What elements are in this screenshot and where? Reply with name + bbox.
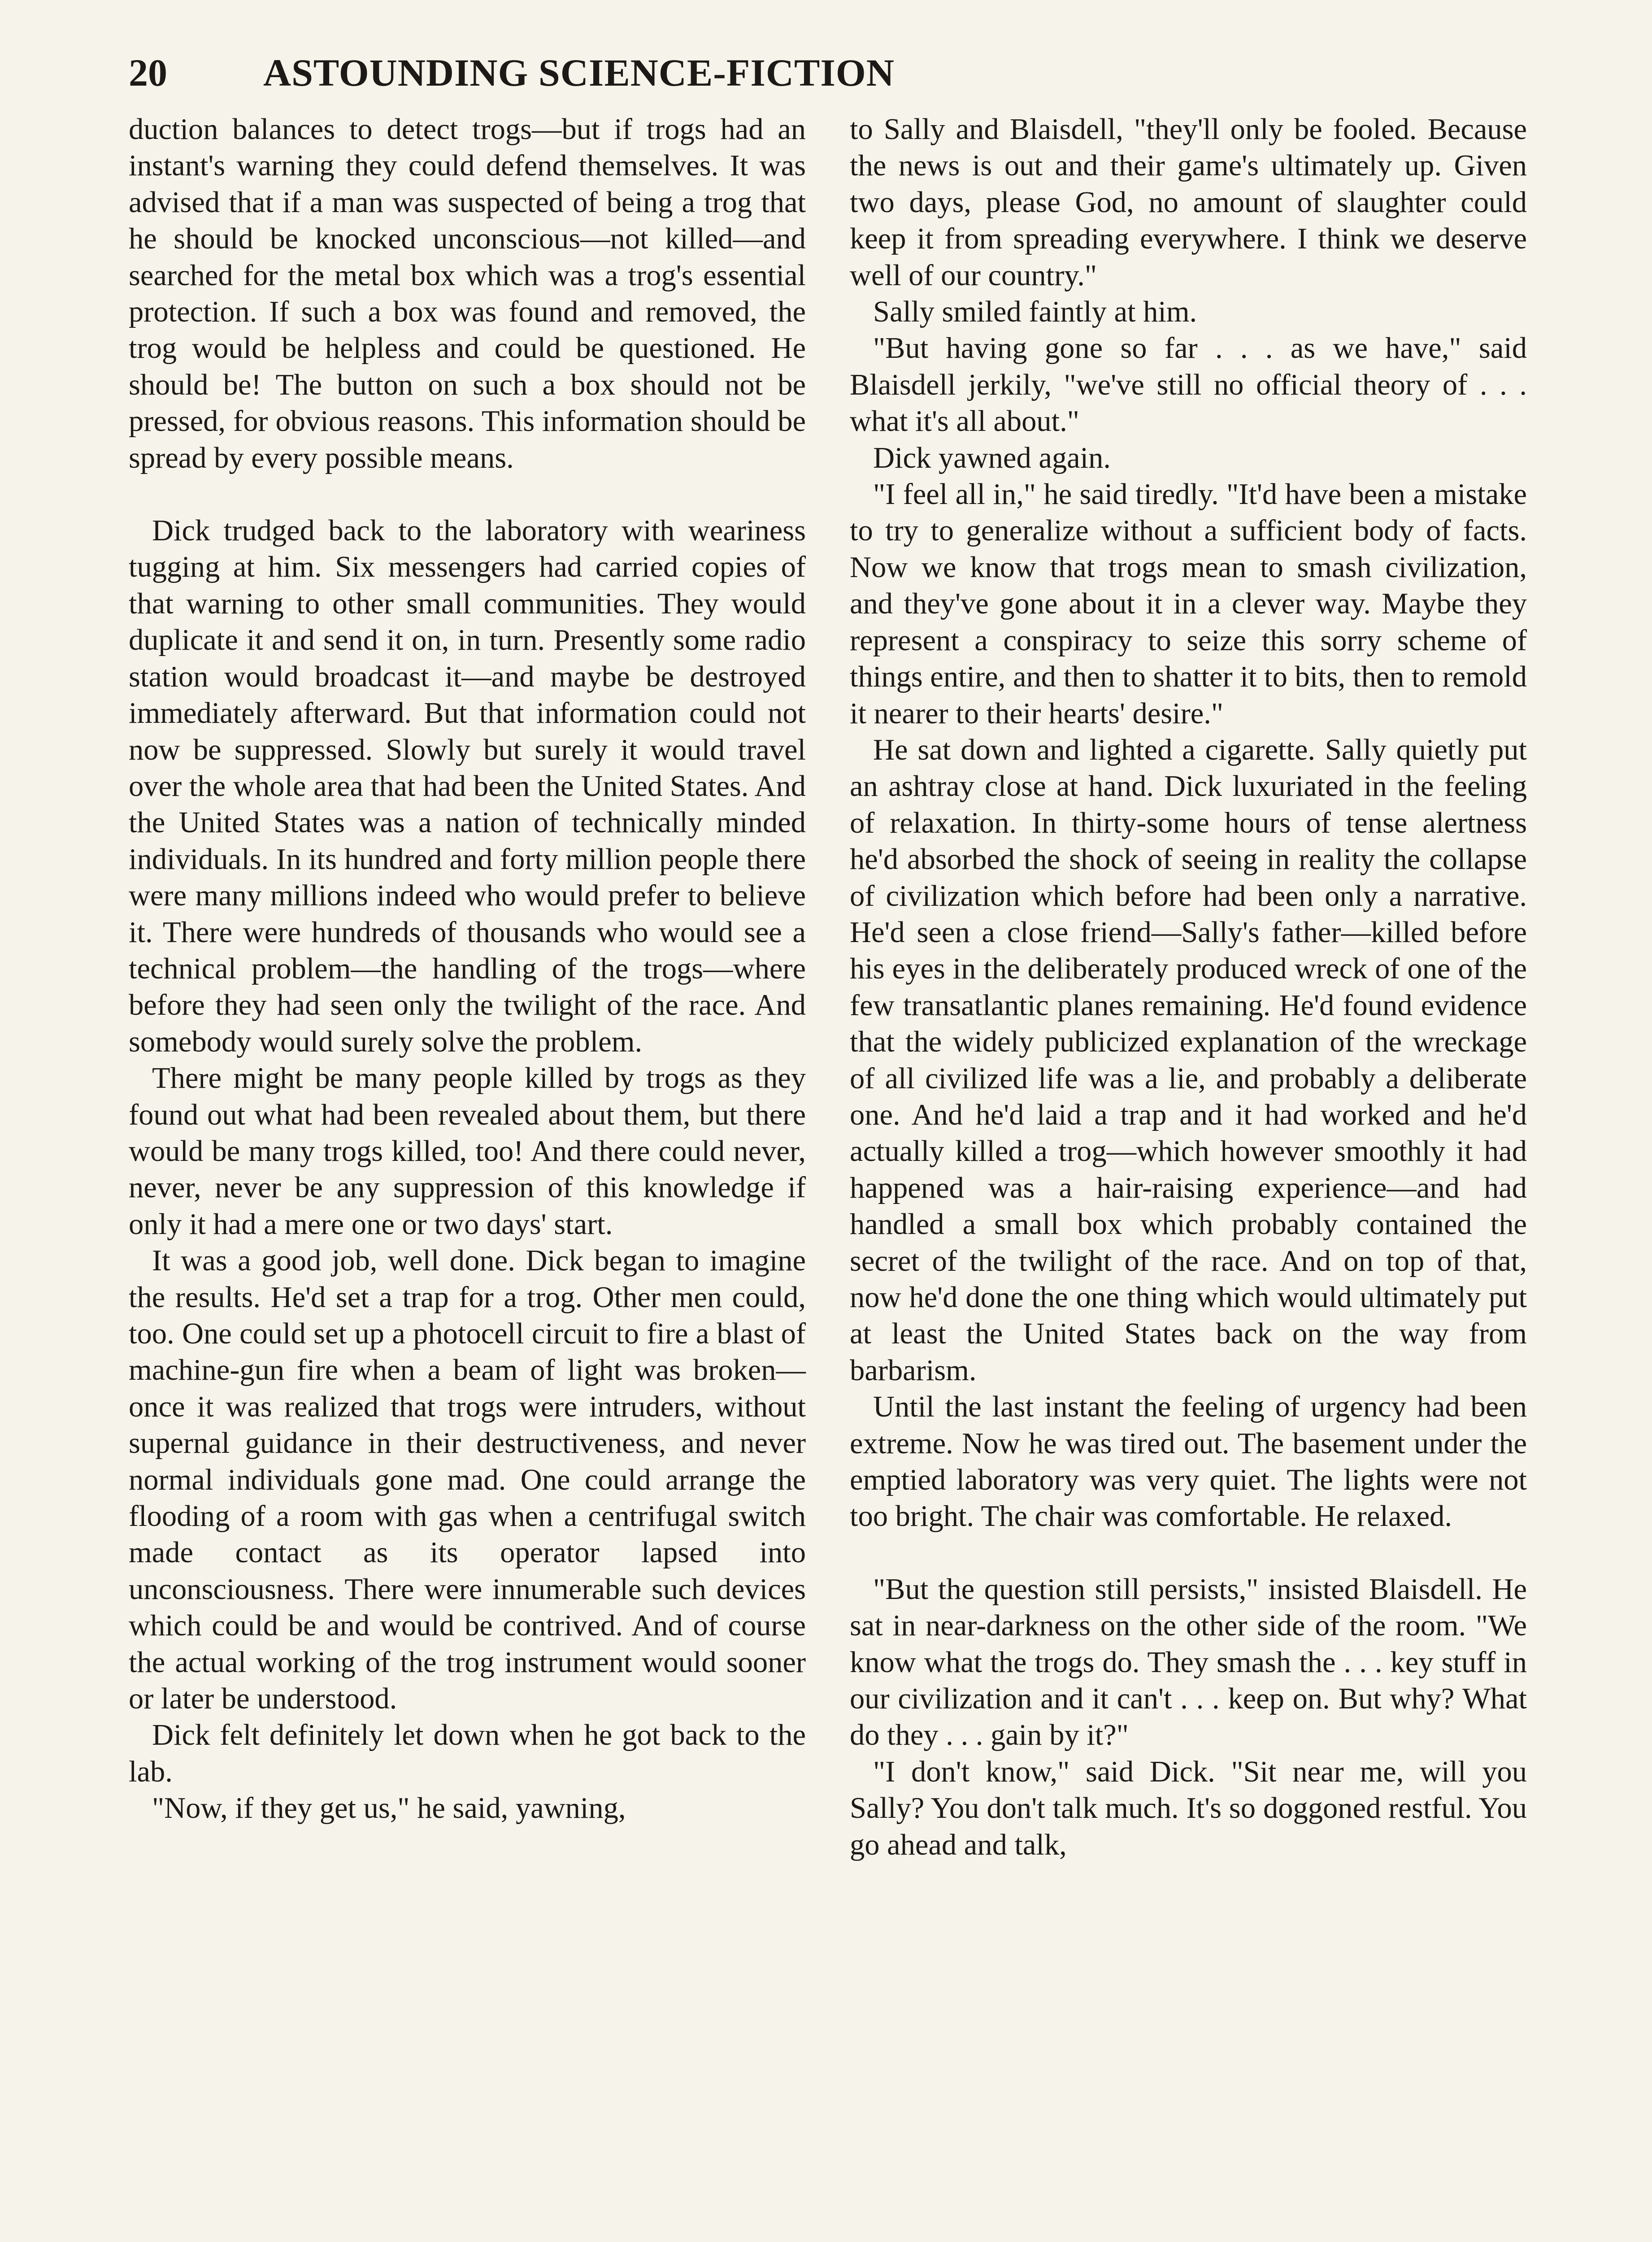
paragraph: Until the last instant the feeling of urgency had been extreme. Now he was tired out. The basement under the emptied laboratory was very quiet. The lights were not too bright. The chair was comfortable. He relaxed. — [850, 1390, 1527, 1533]
left-column — [129, 111, 806, 1827]
paragraph: Dick trudged back to the laboratory with weariness tugging at him. Six messengers had carried copies of that warning to other small communities. They would duplicate it and send it on, in turn. Presently some radio station would broadcast it—and maybe be destroyed immediately afterward. But that information could not now be suppressed. Slowly but surely it would travel over the whole area that had been the United States. And the United States was a nation of technically minded individuals. In its hundred and forty million people there were many millions indeed who would prefer to believe it. There were hundreds of thousands who would see a technical problem—the handling of the trogs—where before they had seen only the twilight of the race. And somebody would surely solve the problem. — [129, 514, 806, 1058]
paragraph: There might be many people killed by trogs as they found out what had been revealed about them, but there would be many trogs killed, too! And there could never, never, never be any suppression of this knowledge if only it had a mere one or two days' start. — [129, 1062, 806, 1241]
paragraph: "Now, if they get us," he said, yawning, — [152, 1792, 626, 1825]
paragraph: "But having gone so far . . . as we have," said Blaisdell jerkily, "we've still no official theory of . . . what it's all about." — [850, 332, 1527, 438]
paragraph: "I feel all in," he said tiredly. "It'd have been a mistake to try to generalize without a sufficient body of facts. Now we know that trogs mean to smash civilization, and they've gone about it in a clever way. Maybe they represent a conspiracy to seize this sorry scheme of things entire, and then to shatter it to bits, then to remold it nearer to their hearts' desire." — [850, 478, 1527, 730]
page-header — [129, 50, 1174, 100]
paragraph: "I don't know," said Dick. "Sit near me, will you Sally? You don't talk much. It's so doggoned restful. You go ahead and talk, — [850, 1755, 1527, 1861]
paragraph: duction balances to detect trogs—but if trogs had an instant's warning they could defend themselves. It was advised that if a man was suspected of being a trog that he should be knocked unconscious—not killed—and searched for the metal box which was a trog's essential protection. If such a box was found and removed, the trog would be helpless and could be questioned. He should be! The button on such a box should not be pressed, for obvious reasons. This information should be spread by every possible means. — [129, 113, 806, 474]
paragraph: He sat down and lighted a cigarette. Sally quietly put an ashtray close at hand. Dick luxuriated in the feeling of relaxation. In thirty-some hours of tense alertness he'd absorbed the shock of seeing in reality the collapse of civilization which before had been only a narrative. He'd seen a close friend—Sally's father—killed before his eyes in the deliberately produced wreck of one of the few transatlantic planes remaining. He'd found evidence that the widely publicized explanation of the wreckage of all civilized life was a lie, and probably a deliberate one. And he'd laid a trap and it had worked and he'd actually killed a trog—which however smoothly it had happened was a hair-raising experience—and had handled a small box which probably contained the secret of the twilight of the race. And on top of that, now he'd done the one thing which would ultimately put at least the United States back on the way from barbarism. — [850, 733, 1527, 1387]
paragraph: Dick yawned again. — [873, 441, 1111, 474]
section-break — [850, 1535, 1527, 1571]
paragraph: "But the question still persists," insisted Blaisdell. He sat in near-darkness on the other side of the room. "We know what the trogs do. They smash the . . . key stuff in our civilization and it can't . . . keep on. But why? What do they . . . gain by it?" — [850, 1573, 1527, 1752]
paragraph: It was a good job, well done. Dick began to imagine the results. He'd set a trap for a trog. Other men could, too. One could set up a photocell circuit to fire a blast of machine-gun fire when a beam of light was broken—once it was realized that trogs were intruders, without supernal guidance in their destructiveness, and never normal individuals gone mad. One could arrange the flooding of a room with gas when a centrifugal switch made contact as its operator lapsed into unconsciousness. There were innumerable such devices which could be and would be contrived. And of course the actual working of the trog instrument would sooner or later be understood. — [129, 1244, 806, 1716]
page-number: 20 — [129, 51, 167, 94]
paragraph: to Sally and Blaisdell, "they'll only be fooled. Because the news is out and their game's ultimately up. Given two days, please God, no amount of slaughter could keep it from spreading everywhere. I think we deserve well of our country." — [850, 113, 1527, 292]
running-title: ASTOUNDING SCIENCE-FICTION — [263, 51, 895, 94]
paragraph: Sally smiled faintly at him. — [873, 295, 1197, 329]
paragraph: Dick felt definitely let down when he got back to the lab. — [129, 1719, 806, 1788]
section-break — [129, 476, 806, 513]
right-column — [850, 111, 1527, 1863]
